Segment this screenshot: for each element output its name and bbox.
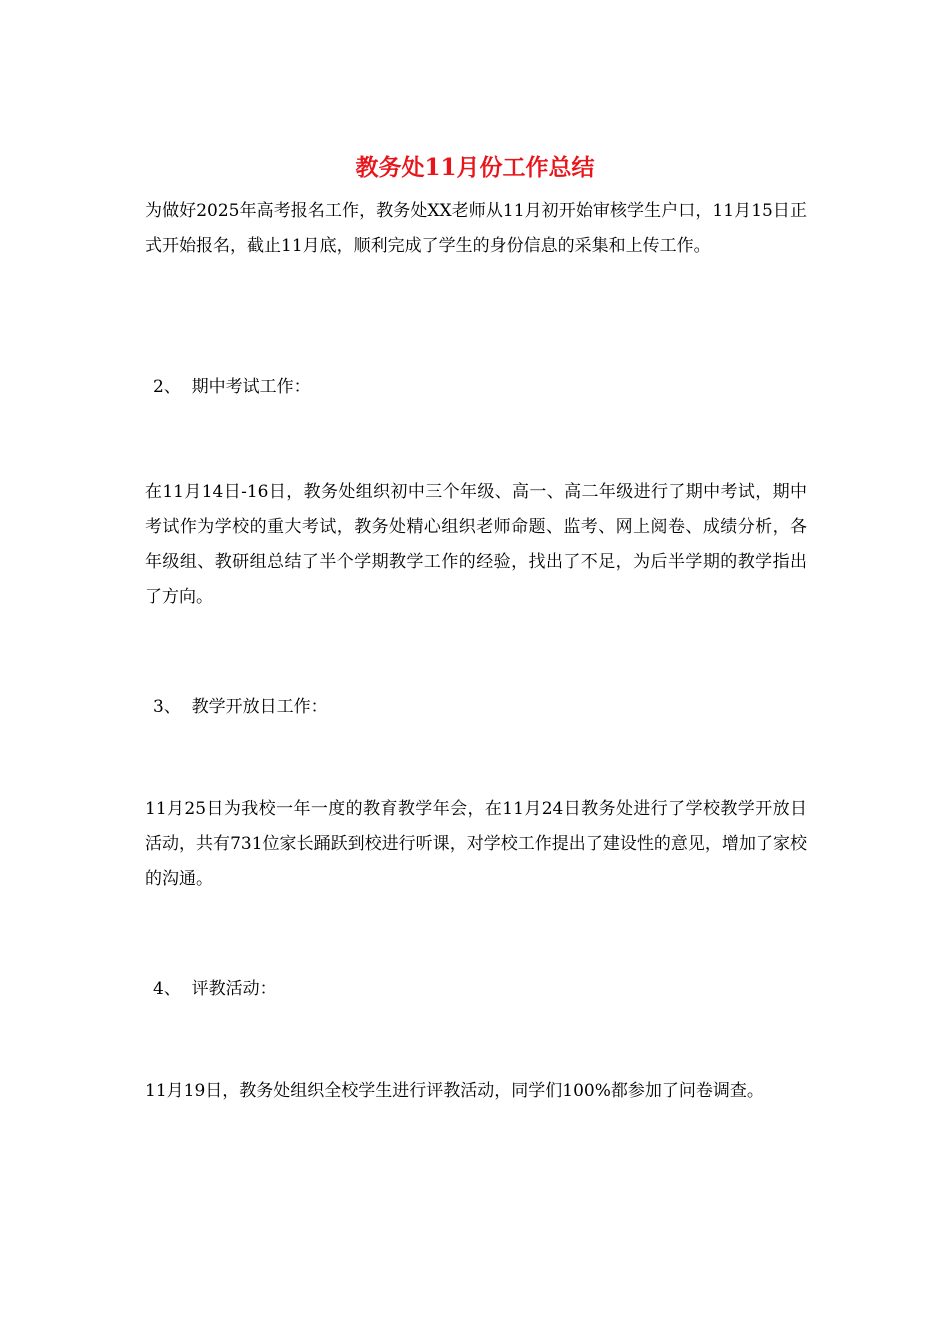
section-heading-midterm-exam: 2、 期中考试工作：: [153, 377, 311, 397]
paragraph-open-day: 11月25日为我校一年一度的教育教学年会，在11月24日教务处进行了学校教学开放日活动，共有731位家长踊跃到校进行听课，对学校工作提出了建设性的意见，增加了家校的沟通。: [145, 799, 807, 889]
section-heading-open-day: 3、 教学开放日工作：: [153, 697, 328, 717]
section-heading-teaching-evaluation: 4、 评教活动：: [153, 979, 277, 999]
paragraph-teaching-evaluation: 11月19日，教务处组织全校学生进行评教活动，同学们100%都参加了问卷调查。: [145, 1081, 764, 1101]
paragraph-exam-registration: 为做好2025年高考报名工作，教务处XX老师从11月初开始审核学生户口，11月15日正式开始报名，截止11月底，顺利完成了学生的身份信息的采集和上传工作。: [145, 201, 807, 256]
document-title: 教务处11月份工作总结: [355, 154, 595, 181]
paragraph-midterm-exam: 在11月14日-16日，教务处组织初中三个年级、高一、高二年级进行了期中考试，期中考试作为学校的重大考试，教务处精心组织老师命题、监考、网上阅卷、成绩分析，各年级组、教研组总结了半个学期教学工作的经验，找出了不足，为后半学期的教学指出了方向。: [145, 482, 807, 607]
